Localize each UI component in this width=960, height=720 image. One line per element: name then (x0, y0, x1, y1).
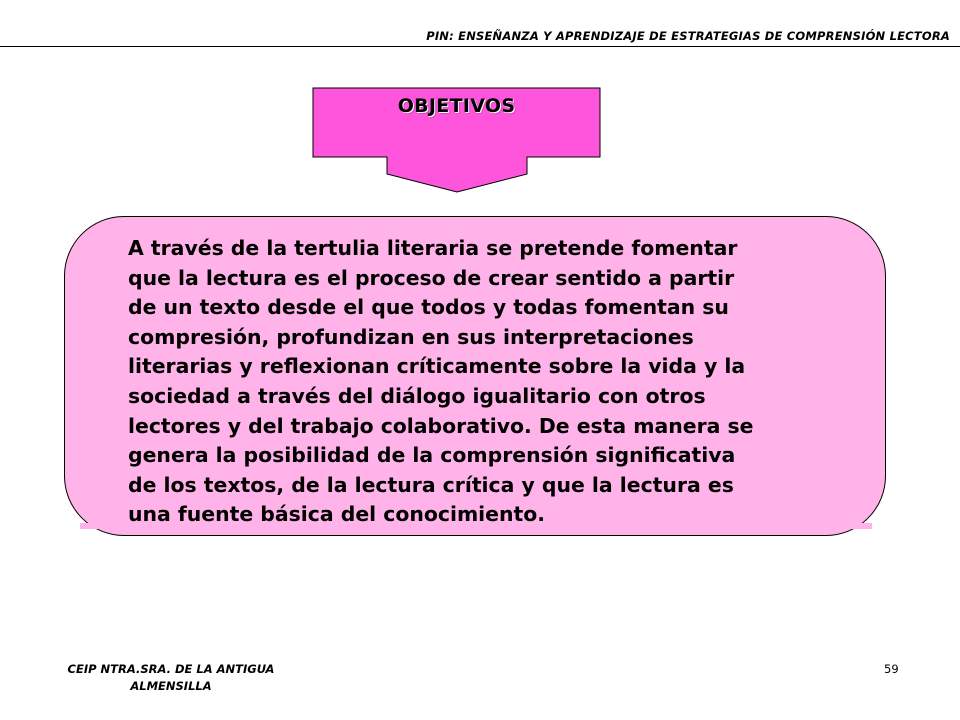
header-title: PIN: ENSEÑANZA Y APRENDIZAJE DE ESTRATEGIAS DE COMPRENSIÓN LECTORA (426, 29, 950, 43)
body-line: lectores y del trabajo colaborativo. De esta manera se (128, 413, 754, 438)
body-line: que la lectura es el proceso de crear sentido a partir (128, 265, 735, 290)
objectives-label: OBJETIVOS (397, 95, 516, 117)
footer-school (40, 661, 302, 695)
page-number: 59 (884, 662, 899, 676)
footer-school-line1: CEIP NTRA.SRA. DE LA ANTIGUA (67, 662, 275, 676)
body-line: de un texto desde el que todos y todas fomentan su (128, 295, 729, 320)
body-line: genera la posibilidad de la comprensión significativa (128, 443, 736, 468)
footer-school-line2: ALMENSILLA (130, 679, 212, 693)
body-line: compresión, profundizan en sus interpretaciones (128, 324, 694, 349)
body-line: de los textos, de la lectura crítica y que la lectura es (128, 472, 734, 497)
body-line: sociedad a través del diálogo igualitario con otros (128, 383, 706, 408)
body-line: una fuente básica del conocimiento. (128, 502, 546, 527)
body-paragraph (128, 234, 873, 530)
body-line: A través de la tertulia literaria se pretende fomentar (128, 236, 738, 260)
body-line: literarias y reflexionan críticamente sobre la vida y la (128, 354, 746, 379)
